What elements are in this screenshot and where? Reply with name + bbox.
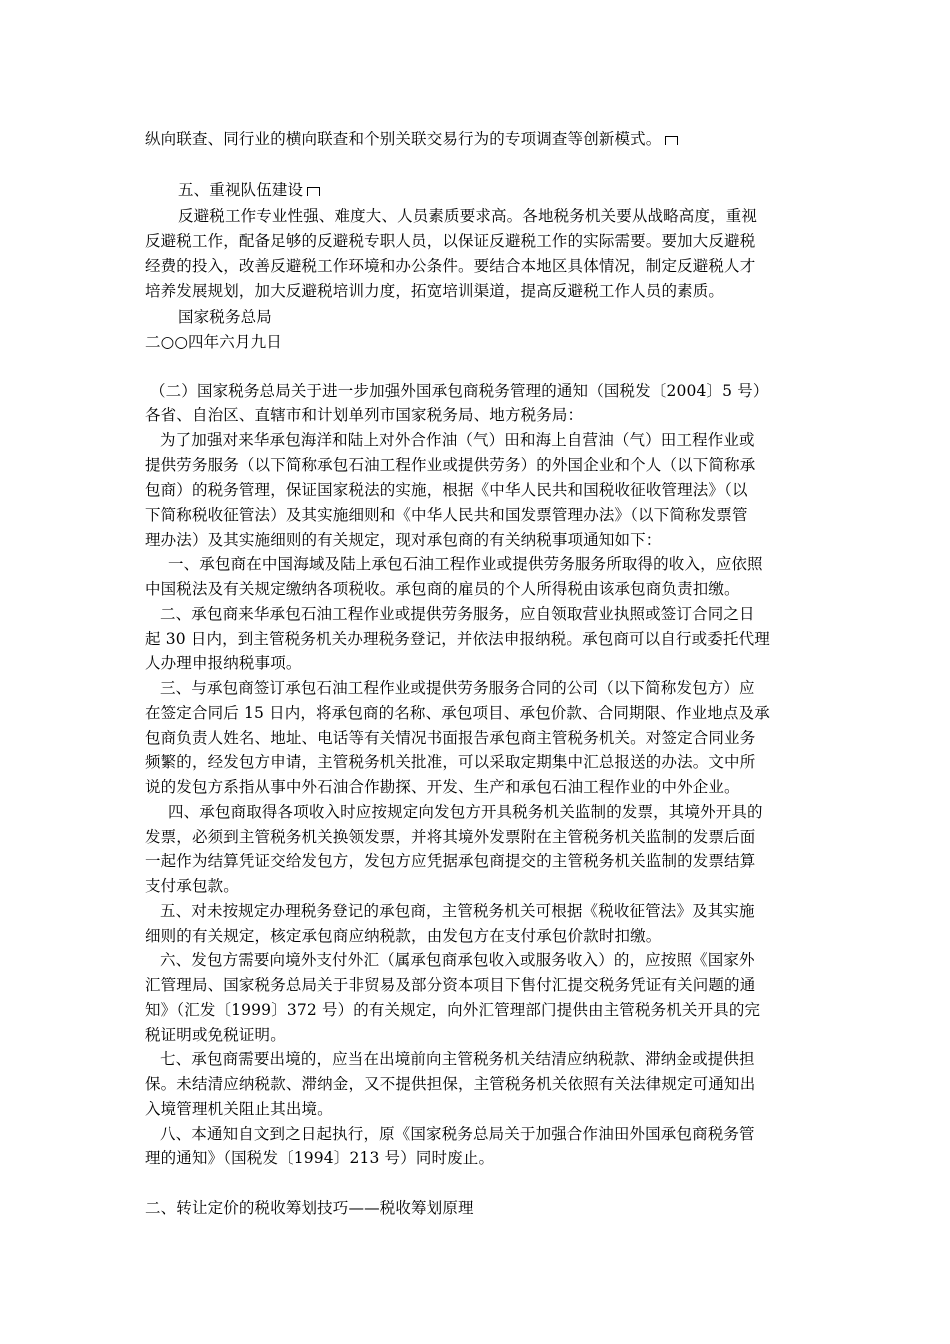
text-line: 经费的投入，改善反避税工作环境和办公条件。要结合本地区具体情况，制定反避税人才 [145,257,756,275]
section-heading: 二、转让定价的税收筹划技巧——税收筹划原理 [145,1199,474,1217]
signature-date: 二○○四年六月九日 [145,333,282,351]
text-line: 为了加强对来华承包海洋和陆上对外合作油（气）田和海上自营油（气）田工程作业或 [160,431,755,449]
text-line: 中国税法及有关规定缴纳各项税收。承包商的雇员的个人所得税由该承包商负责扣缴。 [145,580,740,598]
signature-org: 国家税务总局 [178,308,272,326]
text-line: 一、承包商在中国海域及陆上承包石油工程作业或提供劳务服务所取得的收入，应依照 [168,555,763,573]
text-line: 反避税工作专业性强、难度大、人员素质要求高。各地税务机关要从战略高度，重视 [178,207,758,225]
text-line: 四、承包商取得各项收入时应按规定向发包方开具税务机关监制的发票，其境外开具的 [168,803,763,821]
text-line: 理的通知》（国税发〔1994〕213 号）同时废止。 [145,1149,495,1167]
paragraph-mark-icon [665,136,678,145]
text-line: 入境管理机关阻止其出境。 [145,1100,333,1118]
text-line: 八、本通知自文到之日起执行，原《国家税务总局关于加强合作油田外国承包商税务管 [160,1125,755,1143]
text-line: 包商）的税务管理，保证国家税法的实施，根据《中华人民共和国税收征收管理法》（以 [145,481,748,499]
text-line: 下简称税收征管法）及其实施细则和《中华人民共和国发票管理办法》（以下简称发票管 [145,506,748,524]
text-line: 频繁的，经发包方申请，主管税务机关批准，可以采取定期集中汇总报送的办法。文中所 [145,753,756,771]
paragraph-mark-icon [307,187,320,196]
text-line: 细则的有关规定，核定承包商应纳税款，由发包方在支付承包价款时扣缴。 [145,927,662,945]
section-heading: 五、重视队伍建设 [178,178,843,202]
text-line: 纵向联查、同行业的横向联查和个别关联交易行为的专项调查等创新模式。 [145,127,810,151]
text-line: 包商负责人姓名、地址、电话等有关情况书面报告承包商主管税务机关。对签定合同业务 [145,729,756,747]
addressee-line: 各省、自治区、直辖市和计划单列市国家税务局、地方税务局： [145,406,584,424]
text-line: 培养发展规划，加大反避税培训力度，拓宽培训渠道，提高反避税工作人员的素质。 [145,282,725,300]
text-line: 发票，必须到主管税务机关换领发票，并将其境外发票附在主管税务机关监制的发票后面 [145,828,756,846]
text-line: 起 30 日内，到主管税务机关办理税务登记，并依法申报纳税。承包商可以自行或委托代理 [145,630,770,648]
text-line: 反避税工作，配备足够的反避税专职人员，以保证反避税工作的实际需要。要加大反避税 [145,232,756,250]
notice-title: （二）国家税务总局关于进一步加强外国承包商税务管理的通知（国税发〔2004〕5 号） [150,382,769,400]
text-line: 支付承包款。 [145,877,239,895]
text-line: 保。未结清应纳税款、滞纳金，又不提供担保，主管税务机关依照有关法律规定可通知出 [145,1075,756,1093]
text-line: 税证明或免税证明。 [145,1026,286,1044]
text-line: 二、承包商来华承包石油工程作业或提供劳务服务，应自领取营业执照或签订合同之日 [160,605,755,623]
text-line: 汇管理局、国家税务总局关于非贸易及部分资本项目下售付汇提交税务凭证有关问题的通 [145,976,756,994]
text-line: 五、对未按规定办理税务登记的承包商，主管税务机关可根据《税收征管法》及其实施 [160,902,755,920]
text-line: 知》（汇发〔1999〕372 号）的有关规定，向外汇管理部门提供由主管税务机关开具的完 [145,1001,761,1019]
text-line: 在签定合同后 15 日内，将承包商的名称、承包项目、承包价款、合同期限、作业地点及承 [145,704,770,722]
text-line: 七、承包商需要出境的，应当在出境前向主管税务机关结清应纳税款、滞纳金或提供担 [160,1050,755,1068]
text-line: 人办理申报纳税事项。 [145,654,302,672]
text-line: 一起作为结算凭证交给发包方，发包方应凭据承包商提交的主管税务机关监制的发票结算 [145,852,756,870]
text-line: 六、发包方需要向境外支付外汇（属承包商承包收入或服务收入）的，应按照《国家外 [160,951,755,969]
text-line: 提供劳务服务（以下简称承包石油工程作业或提供劳务）的外国企业和个人（以下简称承 [145,456,756,474]
text-line: 理办法）及其实施细则的有关规定，现对承包商的有关纳税事项通知如下： [145,531,662,549]
text-line: 说的发包方系指从事中外石油合作勘探、开发、生产和承包石油工程作业的中外企业。 [145,778,740,796]
text-line: 三、与承包商签订承包石油工程作业或提供劳务服务合同的公司（以下简称发包方）应 [160,679,755,697]
